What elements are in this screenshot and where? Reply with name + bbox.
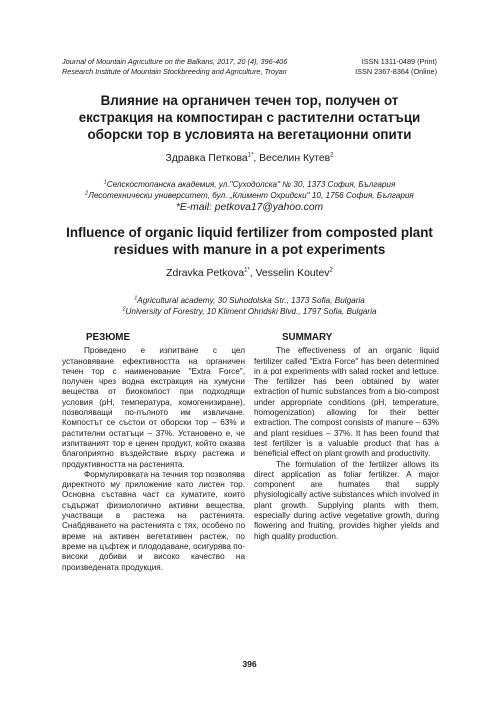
- affiliation-marker: 2: [85, 189, 89, 196]
- resume-paragraph: Формулировката на течния тор позволява директното му приложение като листен тор. Основна съставна част са хуматите, които съдържат физиологично активни вещества, участващи в растежа на растенията. Снабдяването на растенията с тях, особено по време на активен вегетативен растеж, по време на цъфтеж и плододаване, осигурява по-високи добиви и високо качество на произведената продукция.: [62, 469, 245, 572]
- journal-institute: Research Institute of Mountain Stockbreeding and Agriculture, Troyan: [62, 66, 287, 76]
- affiliation-line: [0, 180, 499, 191]
- english-affiliations: [0, 296, 499, 317]
- author-marker: 2: [330, 152, 334, 159]
- affiliation-line: [0, 296, 499, 307]
- affiliation-marker: 2: [122, 305, 126, 312]
- resume-heading: РЕЗЮМЕ: [86, 332, 131, 343]
- author-name: Vesselin Koutev: [255, 268, 330, 279]
- english-title-line: Influence of organic liquid fertilizer from composted plant: [66, 225, 433, 240]
- affiliation-line: [0, 191, 499, 202]
- author-marker: 2: [329, 267, 333, 274]
- summary-paragraph: The effectiveness of an organic liquid fertilizer called "Extra Force" has been determined in a pot experiments with salad rocket and lettuce. The fertilizer has been obtained by water extraction of humic substances from a bio-compost under appropriate conditions (pH, temperature, homogenization) allowing for their better extraction. The compost consists of manure – 63% and plant residues – 37%. It has been found that test fertilizer is a valuable product that has a beneficial effect on plant growth and productivity.: [254, 346, 439, 459]
- bulgarian-title-line: Влияние на органичен течен тор, получен от: [100, 93, 399, 108]
- corresponding-email: *E-mail: petkova17@yahoo.com: [175, 202, 324, 213]
- summary-heading: SUMMARY: [282, 332, 333, 343]
- author-name: Веселин Кутев: [259, 153, 331, 164]
- issn-print: ISSN 1311-0489 (Print): [361, 57, 437, 66]
- author-marker: 1*: [244, 267, 250, 274]
- bulgarian-affiliations: [0, 180, 499, 201]
- resume-paragraph: Проведено е изпитване с цел установяване ефективността на органичен течен тор с наименование "Extra Force", получен чрез водна екстракция на хумусни вещества от биокомпост при подходящи условия (pH, температура, хомогенизиране), позволяващи по-пълното им извличане. Компостът се състои от оборски тор – 63% и растителни остатъци – 37%. Установено е, че изпитваният тор е ценен продукт, който оказва благоприятно въздействие върху растежа и продуктивността на растенията.: [62, 346, 245, 469]
- affiliation-marker: 1: [134, 295, 138, 302]
- page-number: 396: [242, 659, 257, 669]
- affiliation-text: University of Forestry, 10 Kliment Ohridski Blvd., 1797 Sofia, Bulgaria: [125, 306, 377, 316]
- issn-online: ISSN 2367-8364 (Online): [355, 66, 437, 76]
- summary-paragraph: The formulation of the fertilizer allows its direct application as foliar fertilizer. A major component are humates that supply physiologically active substances which involved in plant growth. Supplying plants with them, especially during active vegetative growth, during flowering and fruiting, provides higher yields and high quality production.: [254, 459, 439, 541]
- bulgarian-title: [40, 92, 459, 143]
- journal-header: [62, 57, 437, 76]
- bulgarian-title-line: оборски тор в условията на вегетационни опити: [87, 127, 412, 142]
- author-name: Здравка Петкова: [165, 153, 248, 164]
- english-title: [40, 224, 459, 258]
- journal-citation: Journal of Mountain Agriculture on the Balkans, 2017, 20 (4), 396-406: [62, 57, 288, 66]
- author-marker: 1*: [247, 152, 254, 159]
- affiliation-text: Селскостопанска академия, ул."Суходолска" № 30, 1373 София, България: [106, 180, 396, 189]
- bulgarian-title-line: екстракция на компостиран с растителни остатъци: [78, 110, 421, 125]
- affiliation-text: Лесотехнически университет, бул. „Климент Охридски" 10, 1756 София, България: [88, 190, 414, 200]
- author-separator: ,: [249, 268, 256, 279]
- affiliation-marker: 1: [103, 179, 107, 186]
- author-separator: ,: [253, 153, 260, 164]
- summary-column: [254, 333, 439, 542]
- author-name: Zdravka Petkova: [166, 268, 245, 279]
- affiliation-text: Agricultural academy, 30 Suhodolska Str., 1373 Sofia, Bulgaria: [137, 296, 365, 305]
- affiliation-line: [0, 307, 499, 318]
- resume-column: [62, 333, 245, 573]
- english-authors: [0, 268, 499, 279]
- english-title-line: residues with manure in a pot experiments: [113, 242, 386, 257]
- bulgarian-authors: [0, 153, 499, 164]
